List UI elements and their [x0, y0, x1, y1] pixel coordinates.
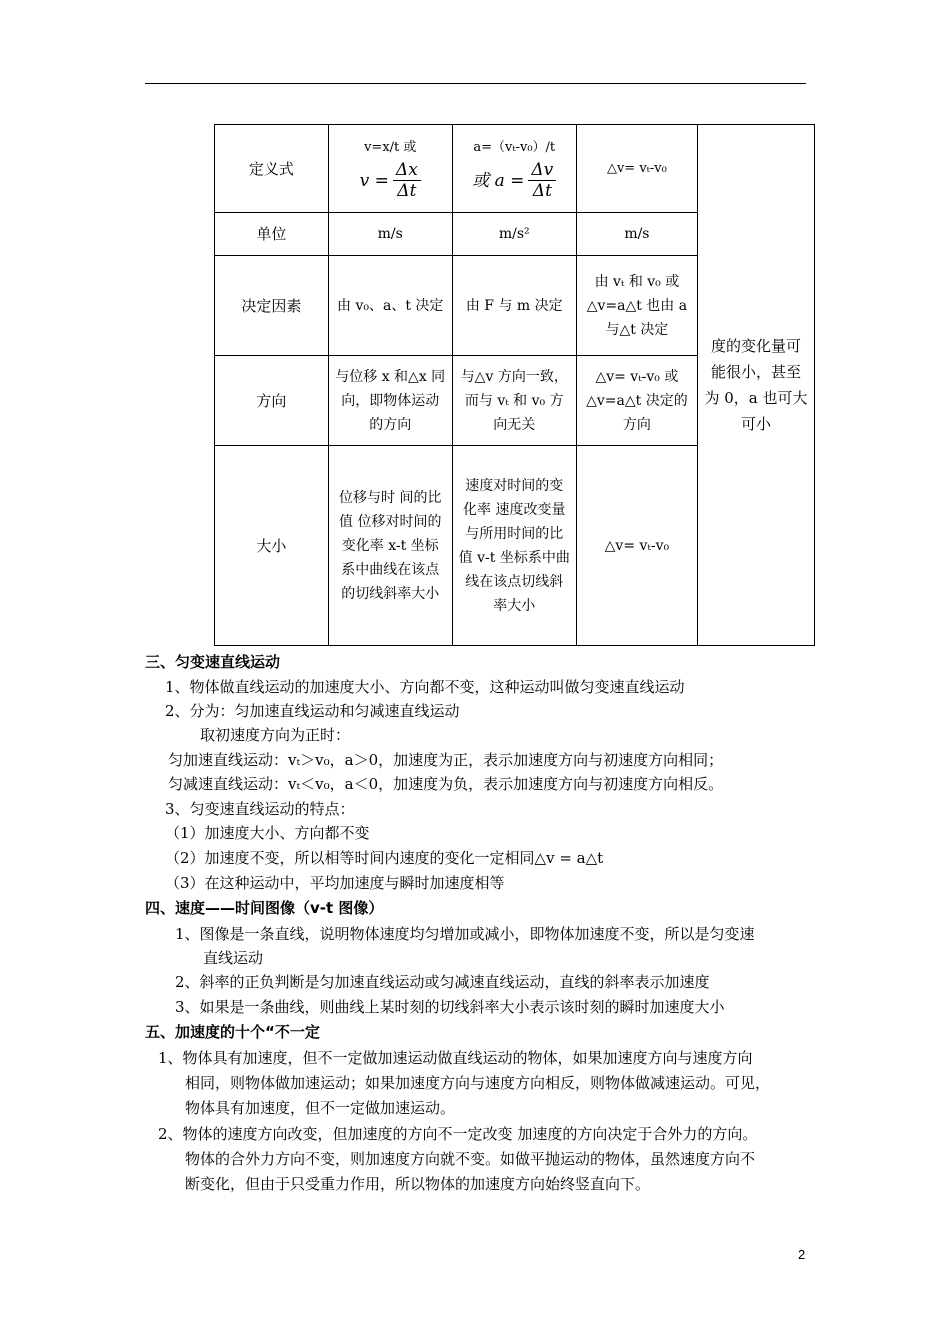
velocity-unit: m/s [328, 213, 452, 256]
row-label: 方向 [215, 356, 329, 446]
acceleration-magnitude: 速度对时间的变化率 速度改变量与所用时间的比值 v-t 坐标系中曲线在该点切线斜率大小 [452, 446, 576, 646]
section-heading: 五、加速度的十个“不一定 [145, 1023, 320, 1041]
velocity-direction: 与位移 x 和△x 同向，即物体运动的方向 [328, 356, 452, 446]
paragraph-line: （1）加速度大小、方向都不变 [165, 824, 370, 842]
paragraph-line: （2）加速度不变，所以相等时间内速度的变化一定相同△v = a△t [165, 849, 604, 867]
dv-factor: 由 vₜ 和 v₀ 或△v=a△t 也由 a 与△t 决定 [576, 256, 697, 356]
paragraph-line: （3）在这种运动中，平均加速度与瞬时加速度相等 [165, 874, 505, 892]
row-label: 大小 [215, 446, 329, 646]
paragraph-line: 直线运动 [203, 949, 264, 967]
section-heading: 四、速度——时间图像（v-t 图像） [145, 899, 384, 917]
header-rule [145, 83, 806, 84]
paragraph-line: 3、匀变速直线运动的特点： [165, 800, 355, 818]
paragraph-line: 取初速度方向为正时： [200, 726, 351, 744]
dv-unit: m/s [576, 213, 697, 256]
velocity-definition: v=x/t 或 v = $\frac{\Delta x}{\Delta t}$ [328, 125, 452, 213]
dv-magnitude: △v= vₜ-v₀ [576, 446, 697, 646]
velocity-factor: 由 v₀、a、t 决定 [328, 256, 452, 356]
paragraph-line: 3、如果是一条曲线，则曲线上某时刻的切线斜率大小表示该时刻的瞬时加速度大小 [175, 998, 725, 1016]
comparison-table [214, 124, 815, 646]
acceleration-direction: 与△v 方向一致，而与 vₜ 和 v₀ 方向无关 [452, 356, 576, 446]
paragraph-line: 1、物体做直线运动的加速度大小、方向都不变，这种运动叫做匀变速直线运动 [165, 678, 685, 696]
table-row [215, 125, 815, 213]
section-heading: 三、匀变速直线运动 [145, 653, 281, 671]
paragraph-line: 1、图像是一条直线，说明物体速度均匀增加或减小，即物体加速度不变，所以是匀变速 [175, 925, 755, 943]
page-number: 2 [798, 1247, 806, 1262]
dv-direction: △v= vₜ-v₀ 或△v=a△t 决定的方向 [576, 356, 697, 446]
last-column-note: 度的变化量可能很小，甚至为 0，a 也可大可小 [697, 125, 814, 646]
paragraph-line: 匀减速直线运动：vₜ＜v₀，a＜0，加速度为负，表示加速度方向与初速度方向相反。 [168, 775, 724, 793]
paragraph-line: 物体的合外力方向不变，则加速度方向就不变。如做平抛运动的物体，虽然速度方向不 [185, 1150, 756, 1168]
acceleration-definition: a=（vₜ-v₀）/t 或 a = $\frac{\Delta v}{\Delta t}$ [452, 125, 576, 213]
paragraph-line: 2、斜率的正负判断是匀加速直线运动或匀减速直线运动，直线的斜率表示加速度 [175, 973, 710, 991]
paragraph-line: 2、物体的速度方向改变，但加速度的方向不一定改变 加速度的方向决定于合外力的方向。 [158, 1125, 758, 1143]
paragraph-line: 2、分为：匀加速直线运动和匀减速直线运动 [165, 702, 460, 720]
paragraph-line: 匀加速直线运动：vₜ＞v₀，a＞0，加速度为正，表示加速度方向与初速度方向相同； [168, 751, 724, 769]
acceleration-unit: m/s² [452, 213, 576, 256]
paragraph-line: 断变化，但由于只受重力作用，所以物体的加速度方向始终竖直向下。 [185, 1175, 651, 1193]
row-label: 定义式 [215, 125, 329, 213]
row-label: 决定因素 [215, 256, 329, 356]
dv-definition: △v= vₜ-v₀ [576, 125, 697, 213]
paragraph-line: 1、物体具有加速度，但不一定做加速运动做直线运动的物体，如果加速度方向与速度方向 [158, 1049, 753, 1067]
paragraph-line: 物体具有加速度，但不一定做加速运动。 [185, 1099, 456, 1117]
velocity-magnitude: 位移与时 间的比值 位移对时间的变化率 x-t 坐标系中曲线在该点的切线斜率大小 [328, 446, 452, 646]
paragraph-line: 相同，则物体做加速运动；如果加速度方向与速度方向相反，则物体做减速运动。可见， [185, 1074, 771, 1092]
acceleration-factor: 由 F 与 m 决定 [452, 256, 576, 356]
row-label: 单位 [215, 213, 329, 256]
